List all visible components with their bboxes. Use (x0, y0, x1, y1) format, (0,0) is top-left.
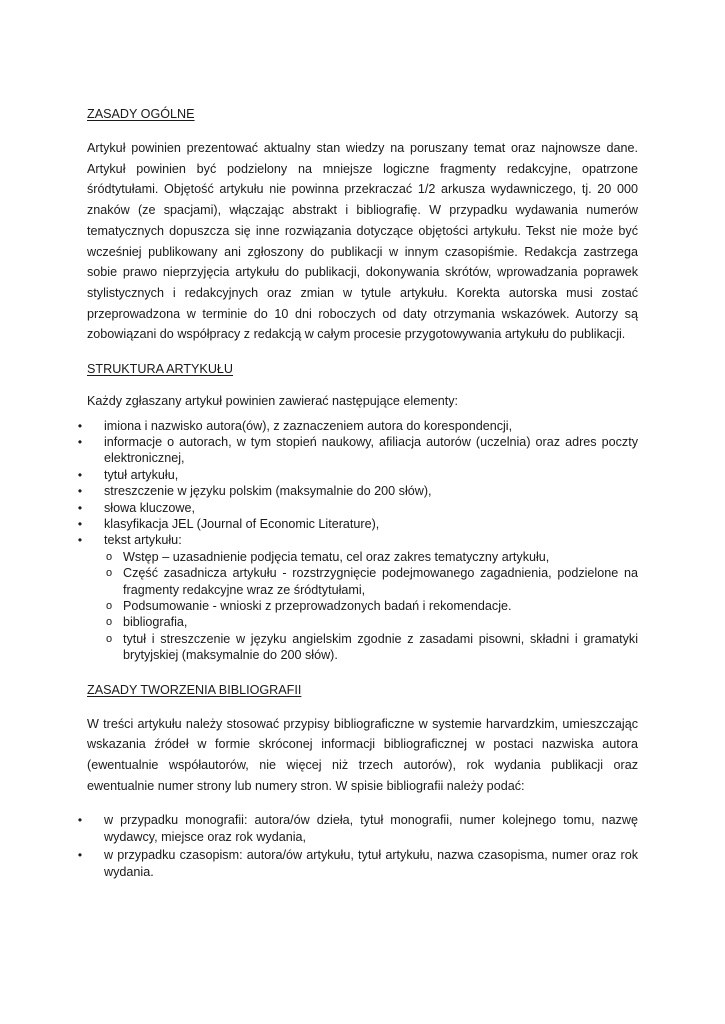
sub-list-item (104, 631, 638, 664)
bullet-icon: • (77, 533, 83, 548)
circle-bullet-icon: o (106, 616, 113, 629)
sub-list-item-text: Podsumowanie - wnioski z przeprowadzonych badań i rekomendacje. (123, 599, 512, 613)
bullet-icon: • (77, 500, 83, 515)
list-item-text: tekst artykułu: (104, 533, 182, 548)
list-item-text: w przypadku czasopism: autora/ów artykułu, tytuł artykułu, nazwa czasopisma, numer oraz rok wydania. (104, 848, 638, 879)
bibliography-paragraph: W treści artykułu należy stosować przypisy bibliograficzne w systemie harvardzkim, umieszczając wskazania źródeł w formie skróconej informacji bibliograficznej w postaci nazwiska autora (ewentualnie współautorów, nie więcej niż trzech autorów), rok wydania publikacji oraz ewentualnie numer strony lub numery stron. W spisie bibliografii należy podać: (87, 716, 638, 793)
sub-list-item-text: bibliografia, (123, 615, 188, 630)
list-item (77, 467, 638, 483)
bibliography-list (77, 812, 638, 880)
sub-list-item (104, 549, 638, 565)
bullet-icon: • (77, 484, 83, 499)
list-item-text: imiona i nazwisko autora(ów), z zaznaczeniem autora do korespondencji, (104, 418, 513, 433)
bullet-icon: • (77, 434, 83, 449)
circle-bullet-icon: o (106, 600, 113, 612)
article-text-sublist (104, 549, 638, 664)
list-item-text: w przypadku monografii: autora/ów dzieła, tytuł monografii, numer kolejnego tomu, nazwę wydawcy, miejsce oraz rok wydania, (104, 813, 638, 844)
bullet-icon: • (77, 813, 83, 828)
sub-list-item (104, 598, 638, 614)
document-body (77, 104, 638, 896)
list-item (77, 812, 638, 845)
bullet-icon: • (77, 467, 83, 482)
bullet-icon: • (77, 848, 83, 863)
list-item (77, 516, 638, 532)
list-item (77, 483, 638, 499)
list-item (77, 847, 638, 880)
list-item-text: słowa kluczowe, (104, 500, 195, 515)
circle-bullet-icon: o (106, 567, 113, 580)
list-item-text: klasyfikacja JEL (Journal of Economic Literature), (104, 516, 380, 531)
sub-list-item (104, 565, 638, 598)
bullet-icon: • (77, 516, 83, 531)
structure-list (77, 418, 638, 664)
heading-general-rules: ZASADY OGÓLNE (87, 107, 195, 121)
structure-intro: Każdy zgłaszany artykuł powinien zawierać następujące elementy: (87, 394, 459, 409)
heading-bibliography-rules: ZASADY TWORZENIA BIBLIOGRAFII (87, 682, 302, 697)
sub-list-item (104, 614, 638, 630)
sub-list-item-text: Wstęp – uzasadnienie podjęcia tematu, cel oraz zakres tematyczny artykułu, (123, 549, 550, 564)
list-item-text: streszczenie w języku polskim (maksymalnie do 200 słów), (104, 484, 432, 499)
circle-bullet-icon: o (106, 550, 113, 563)
sub-list-item-text: Część zasadnicza artykułu - rozstrzygnięcie podejmowanego zagadnienia, podzielone na fragmenty redakcyjne wraz ze śródtytułami, (123, 566, 638, 597)
list-item (77, 500, 638, 516)
list-item-text: informacje o autorach, w tym stopień naukowy, afiliacja autorów (uczelnia) oraz adres poczty elektronicznej, (104, 434, 638, 466)
circle-bullet-icon: o (106, 632, 113, 645)
heading-article-structure: STRUKTURA ARTYKUŁU (87, 362, 234, 377)
bullet-icon: • (77, 418, 83, 433)
list-item (77, 418, 638, 434)
general-rules-paragraph: Artykuł powinien prezentować aktualny stan wiedzy na poruszany temat oraz najnowsze dane. Artykuł powinien być podzielony na mniejsze logiczne fragmenty redakcyjne, opatrzone śródtytułami. Objętość artykułu nie powinna przekraczać 1/2 arkusza wydawniczego, tj. 20 000 znaków (ze spacjami), włączając abstrakt i bibliografię. W przypadku wydawania numerów tematycznych dopuszcza się inne rozwiązania dotyczące objętości artykułu. Tekst nie może być wcześniej publikowany ani zgłoszony do publikacji w innym czasopiśmie. Redakcja zastrzega sobie prawo nieprzyjęcia artykułu do publikacji, dokonywania skrótów, wprowadzania poprawek stylistycznych i redakcyjnych oraz zmian w tytule artykułu. Korekta autorska musi zostać przeprowadzona w terminie do 10 dni roboczych od daty otrzymania wskazówek. Autorzy są zobowiązani do współpracy z redakcją w całym procesie przygotowywania artykułu do publikacji. (87, 141, 638, 342)
list-item (77, 434, 638, 467)
list-item (77, 532, 638, 663)
sub-list-item-text: tytuł i streszczenie w języku angielskim zgodnie z zasadami pisowni, składni i gramatyki brytyjskiej (maksymalnie do 200 słów). (123, 631, 638, 663)
list-item-text: tytuł artykułu, (104, 467, 179, 482)
